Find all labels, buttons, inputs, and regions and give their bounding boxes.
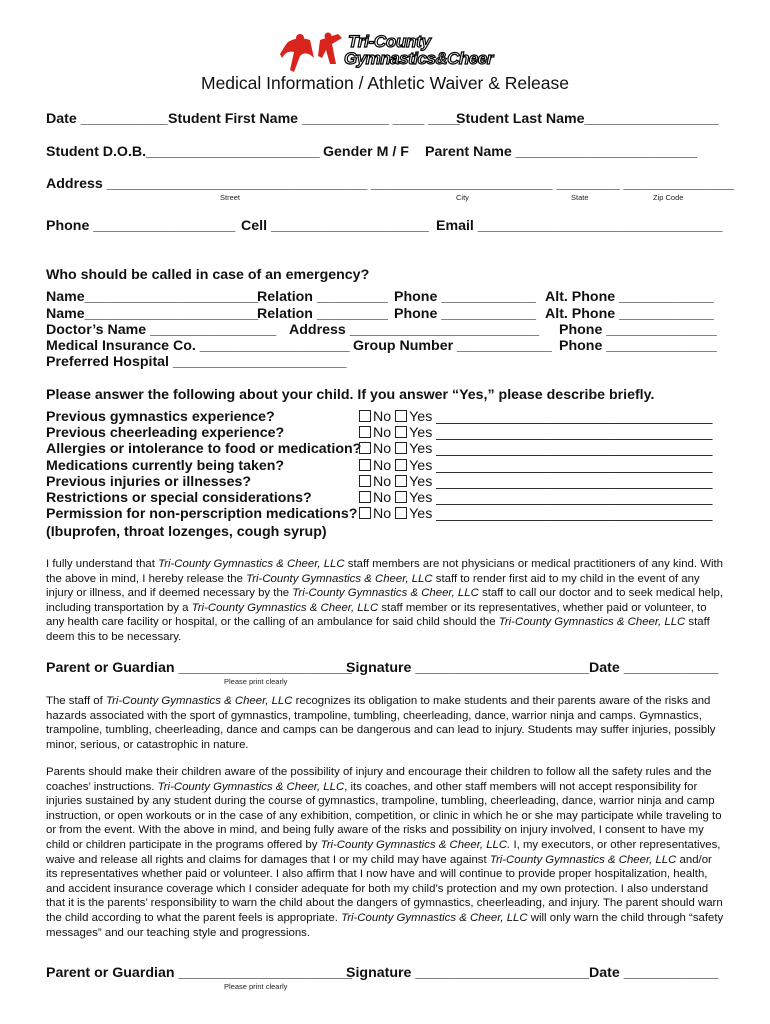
group-number-field[interactable]: Group Number ____________ xyxy=(353,338,552,354)
page-title: Medical Information / Athletic Waiver & Release xyxy=(201,73,569,93)
signature-field-1[interactable]: Signature ______________________ xyxy=(346,660,589,676)
yes-description-field[interactable]: Yes ___________________________________ xyxy=(409,425,713,441)
no-checkbox[interactable] xyxy=(359,410,371,422)
no-checkbox[interactable] xyxy=(359,426,371,438)
cell-field[interactable]: Cell ____________________ xyxy=(241,218,429,234)
yes-description-field[interactable]: Yes ___________________________________ xyxy=(409,458,713,474)
phone-field[interactable]: Phone __________________ xyxy=(46,218,236,234)
question-answer xyxy=(356,506,712,522)
company-logo xyxy=(280,28,493,78)
yes-description-field[interactable]: Yes ___________________________________ xyxy=(409,506,713,522)
insurance-phone-field[interactable]: Phone ______________ xyxy=(559,338,717,354)
waiver-paragraph: Parents should make their children aware of the possibility of injury and encourage their children to follow all the safety rules and the coaches’ instructions. Tri-County Gymnastics & Cheer, LLC, its coaches, and other staff members will not accept responsibility for injuries sustained by any student during the course of gymnastics, trampoline, tumbling, cheerleading, dance, warrior ninja and camp instruction, or open workouts or in the case of any exhibition, competition, or clinic in which he or she may participate while traveling to or from the event. With the above in mind, and being fully aware of the risks and possibility on injury involved, I consent to have my child or children participate in the programs offered by Tri-County Gymnastics & Cheer, LLC. I, my executors, or other representatives, waive and release all rights and claims for damages that I or my child may have against Tri-County Gymnastics & Cheer, LLC and/or its representatives whether paid or volunteer. I also affirm that I now have and will continue to provide proper hospitalization, health, and accident insurance coverage which I consider adequate for both my child’s protection and my own protection. I also understand that it is the parents’ responsibility to warn the child about the dangers of gymnastics, cheerleading, and injury. The parent should warn the child according to what the parent feels is appropriate. Tri-County Gymnastics & Cheer, LLC will only warn the child through “safety messages” and our teaching style and progressions. xyxy=(46,766,724,939)
no-label: No xyxy=(373,409,392,425)
doctor-address-field[interactable]: Address ________________________ xyxy=(289,322,540,338)
yes-checkbox[interactable] xyxy=(395,410,407,422)
question-label: Restrictions or special considerations? xyxy=(46,490,312,506)
yes-checkbox[interactable] xyxy=(395,491,407,503)
yes-checkbox[interactable] xyxy=(395,507,407,519)
parent-guardian-field-1[interactable]: Parent or Guardian ______________________ xyxy=(46,660,353,676)
address-field[interactable]: Address _________________________________ _______________________ ________ ______________ xyxy=(46,176,734,192)
question-answer xyxy=(356,425,712,441)
no-label: No xyxy=(373,490,392,506)
emergency-name-2[interactable]: Name______________________ xyxy=(46,306,259,322)
no-label: No xyxy=(373,425,392,441)
question-label: Medications currently being taken? xyxy=(46,458,285,474)
emergency-name-1[interactable]: Name______________________ xyxy=(46,289,259,305)
print-clearly-caption-1: Please print clearly xyxy=(224,677,288,686)
emergency-relation-2[interactable]: Relation _________ xyxy=(257,306,388,322)
doctor-phone-field[interactable]: Phone ______________ xyxy=(559,322,717,338)
questions-intro: Please answer the following about your child. If you answer “Yes,” please describe briefly. xyxy=(46,387,655,403)
student-last-name-field[interactable]: Student Last Name_________________ xyxy=(456,111,719,127)
question-answer xyxy=(356,458,712,474)
no-checkbox[interactable] xyxy=(359,507,371,519)
yes-checkbox[interactable] xyxy=(395,475,407,487)
yes-checkbox[interactable] xyxy=(395,426,407,438)
preferred-hospital-field[interactable]: Preferred Hospital ______________________ xyxy=(46,354,347,370)
question-label: Allergies or intolerance to food or medication? xyxy=(46,441,362,457)
risk-acknowledgement-paragraph: The staff of Tri-County Gymnastics & Cheer, LLC recognizes its obligation to make students and their parents aware of the risks and hazards associated with the sport of gymnastics, trampoline, tumbling, cheerleading, dance, warrior ninja and camps. Gymnastics, trampoline, tumbling, cheerleading, dance and camps can be dangerous and can lead to injury. Students may suffer injuries, possibly minor, serious, or catastrophic in nature. xyxy=(46,695,716,751)
question-label: Previous gymnastics experience? xyxy=(46,409,275,425)
yes-checkbox[interactable] xyxy=(395,459,407,471)
yes-checkbox[interactable] xyxy=(395,442,407,454)
student-first-name-field[interactable]: Student First Name ___________ ____ ____ xyxy=(168,111,460,127)
gender-field[interactable]: Gender M / F xyxy=(323,144,409,160)
yes-description-field[interactable]: Yes ___________________________________ xyxy=(409,490,713,506)
state-caption: State xyxy=(571,193,589,202)
question-label: Previous injuries or illnesses? xyxy=(46,474,252,490)
emergency-alt-phone-2[interactable]: Alt. Phone ____________ xyxy=(545,306,714,322)
emergency-phone-1[interactable]: Phone ____________ xyxy=(394,289,536,305)
question-answer xyxy=(356,474,712,490)
question-label: Permission for non-perscription medications? xyxy=(46,506,358,522)
no-checkbox[interactable] xyxy=(359,459,371,471)
parent-name-field[interactable]: Parent Name _______________________ xyxy=(425,144,698,160)
date-field[interactable]: Date ___________ xyxy=(46,111,168,127)
question-answer xyxy=(356,490,712,506)
question-answer xyxy=(356,441,712,457)
question-label: Previous cheerleading experience? xyxy=(46,425,285,441)
signature-field-2[interactable]: Signature ______________________ xyxy=(346,965,589,981)
no-checkbox[interactable] xyxy=(359,475,371,487)
yes-description-field[interactable]: Yes ___________________________________ xyxy=(409,474,713,490)
medication-examples-note: (Ibuprofen, throat lozenges, cough syrup) xyxy=(46,524,327,540)
doctor-name-field[interactable]: Doctor’s Name ________________ xyxy=(46,322,277,338)
email-field[interactable]: Email _______________________________ xyxy=(436,218,723,234)
emergency-alt-phone-1[interactable]: Alt. Phone ____________ xyxy=(545,289,714,305)
dob-field[interactable]: Student D.O.B.______________________ xyxy=(46,144,320,160)
logo-line-2: Gymnastics&Cheer xyxy=(344,49,493,68)
no-checkbox[interactable] xyxy=(359,491,371,503)
no-label: No xyxy=(373,441,392,457)
insurance-field[interactable]: Medical Insurance Co. ___________________ xyxy=(46,338,350,354)
signature-date-field-2[interactable]: Date ____________ xyxy=(589,965,719,981)
emergency-phone-2[interactable]: Phone ____________ xyxy=(394,306,536,322)
city-caption: City xyxy=(456,193,469,202)
no-label: No xyxy=(373,506,392,522)
logo-line-1: Tri-County xyxy=(348,32,431,51)
first-aid-release-paragraph: I fully understand that Tri-County Gymnastics & Cheer, LLC staff members are not physicians or medical practitioners of any kind. With the above in mind, I hereby release the Tri-County Gymnastics & Cheer, LLC staff to render first aid to my child in the event of any injury or illness, and if deemed necessary by the Tri-County Gymnastics & Cheer, LLC staff to call our doctor and to seek medical help, including transportation by a Tri-County Gymnastics & Cheer, LLC staff member or its representatives, whether paid or volunteer, to any health care facility or hospital, or the calling of an ambulance for said child should the Tri-County Gymnastics & Cheer, LLC staff deem this to be necessary. xyxy=(46,558,724,643)
print-clearly-caption-2: Please print clearly xyxy=(224,982,288,991)
yes-description-field[interactable]: Yes ___________________________________ xyxy=(409,409,713,425)
no-label: No xyxy=(373,458,392,474)
no-label: No xyxy=(373,474,392,490)
no-checkbox[interactable] xyxy=(359,442,371,454)
emergency-heading: Who should be called in case of an emergency? xyxy=(46,267,370,283)
zip-caption: Zip Code xyxy=(653,193,684,202)
street-caption: Street xyxy=(220,193,241,202)
question-answer xyxy=(356,409,712,425)
parent-guardian-field-2[interactable]: Parent or Guardian ______________________ xyxy=(46,965,353,981)
emergency-relation-1[interactable]: Relation _________ xyxy=(257,289,388,305)
yes-description-field[interactable]: Yes ___________________________________ xyxy=(409,441,713,457)
signature-date-field-1[interactable]: Date ____________ xyxy=(589,660,719,676)
